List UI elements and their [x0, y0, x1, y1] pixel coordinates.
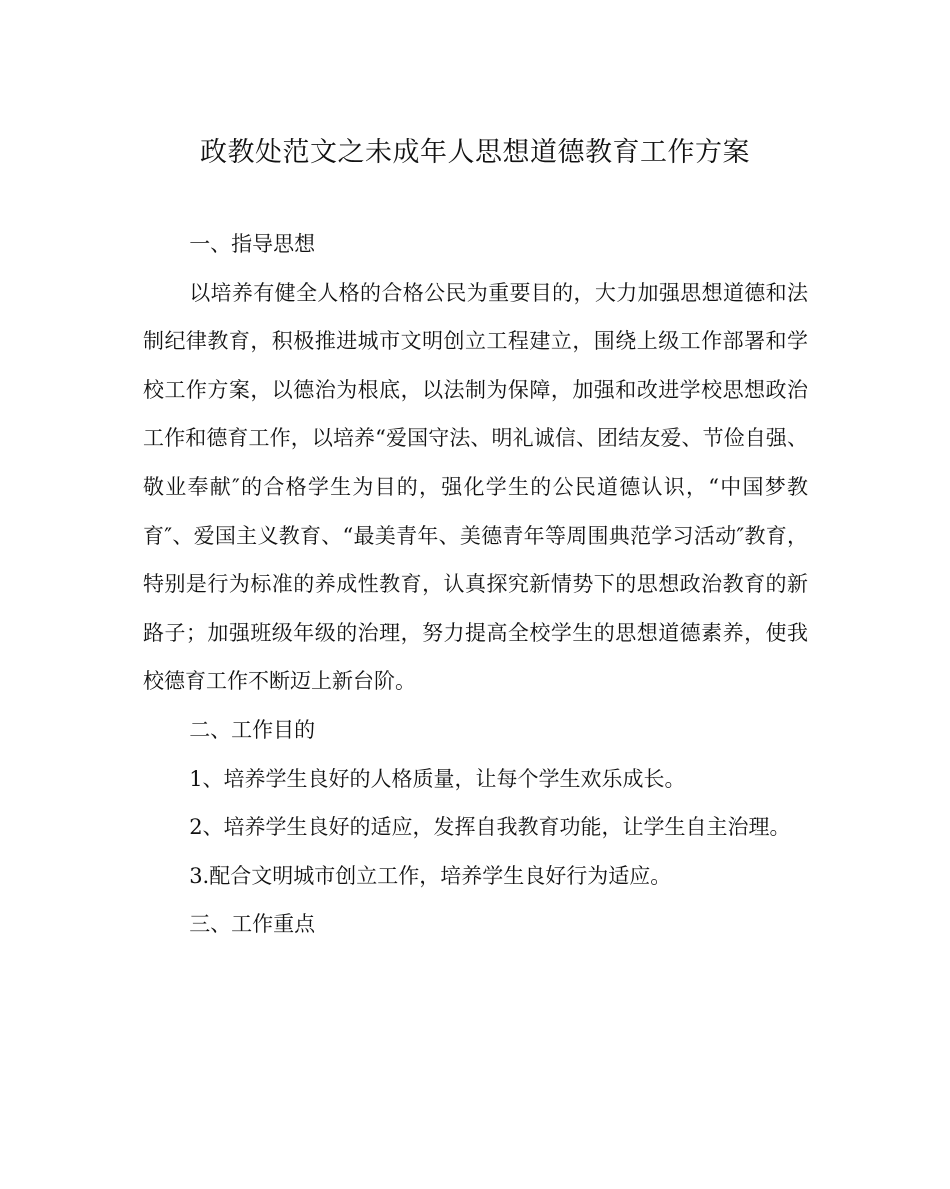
paragraph-guiding-thought: 以培养有健全人格的合格公民为重要目的，大力加强思想道德和法制纪律教育，积极推进城市文明创立工程建立，围绕上级工作部署和学校工作方案，以德治为根底，以法制为保障，加强和改进学校思想政治工作和德育工作，以培养“爱国守法、明礼诚信、团结友爱、节俭自强、敬业奉献″的合格学生为目的，强化学生的公民道德认识，“中国梦教育″、爱国主义教育、“最美青年、美德青年等周围典范学习活动″教育，特别是行为标准的养成性教育，认真探究新情势下的思想政治教育的新路子；加强班级年级的治理，努力提高全校学生的思想道德素养，使我校德育工作不断迈上新台阶。: [143, 280, 808, 694]
section-heading-work-goals: 二、工作目的: [189, 717, 316, 742]
goal-item-1: 1、培养学生良好的人格质量，让每个学生欢乐成长。: [189, 766, 686, 791]
document-title: 政教处范文之未成年人思想道德教育工作方案: [200, 137, 750, 168]
section-heading-work-focus: 三、工作重点: [189, 912, 316, 937]
goal-item-3: 3.配合文明城市创立工作，培养学生良好行为适应。: [189, 863, 672, 888]
section-heading-guiding-thought: 一、指导思想: [189, 232, 316, 256]
document-body: [143, 220, 808, 949]
goal-item-2: 2、培养学生良好的适应，发挥自我教育功能，让学生自主治理。: [189, 815, 791, 840]
